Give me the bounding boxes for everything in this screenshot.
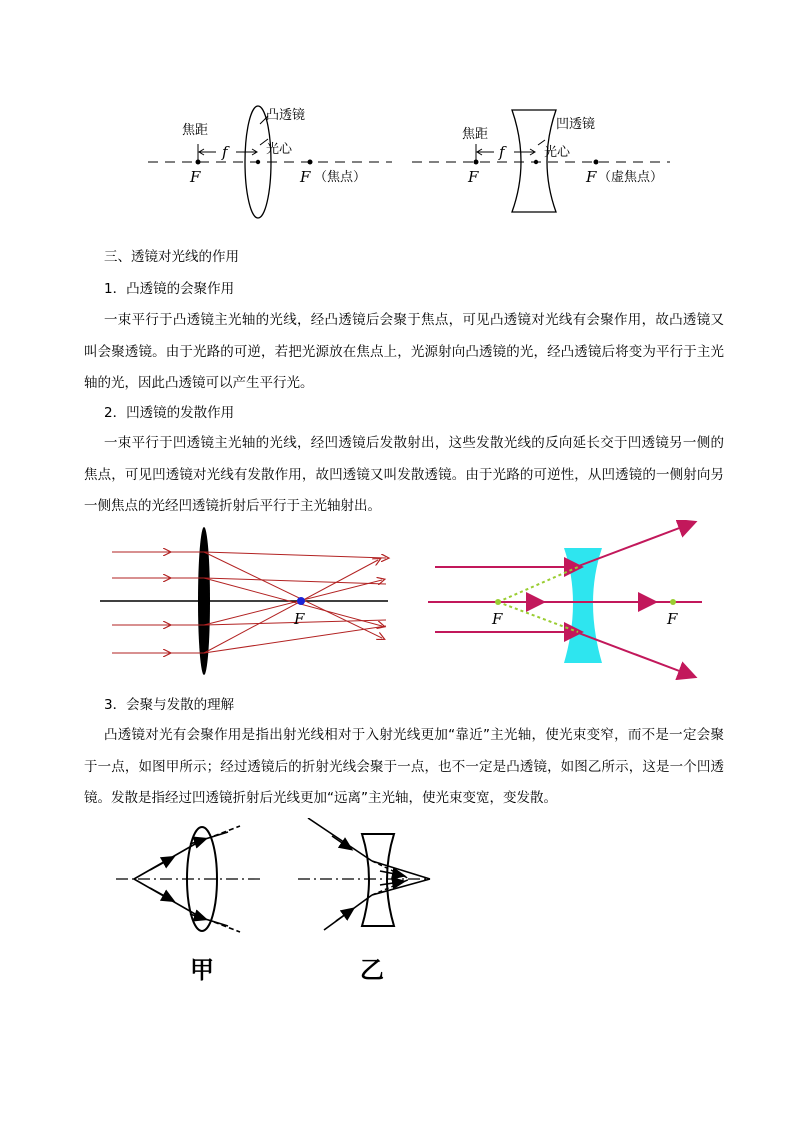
concave-F-right-label: F bbox=[586, 168, 597, 186]
ray-diagram-figure bbox=[98, 520, 708, 680]
convex-lens-label: 凸透镜 bbox=[266, 108, 306, 123]
lens-parts-svg bbox=[140, 100, 680, 220]
convex-ray-out-1 bbox=[204, 552, 386, 558]
focal-point-right-dot bbox=[308, 160, 313, 165]
converge-diverge-svg bbox=[110, 818, 440, 988]
convex-optical-center-label: 光心 bbox=[266, 142, 293, 157]
convex-f-label: f bbox=[222, 143, 228, 161]
sub3-heading: 3．会聚与发散的理解 bbox=[104, 697, 235, 713]
convex-F-right-label: F bbox=[300, 168, 311, 186]
convex-F-left-label: F bbox=[190, 168, 201, 186]
focal-point-left-dot bbox=[196, 160, 201, 165]
concave-virtual-focal-label: （虚焦点） bbox=[598, 170, 664, 185]
convex-focal-length-label: 焦距 bbox=[182, 123, 209, 138]
section-heading: 三、透镜对光线的作用 bbox=[104, 249, 239, 265]
sub1-heading: 1．凸透镜的会聚作用 bbox=[104, 281, 235, 297]
concave-optical-center-label: 光心 bbox=[544, 145, 571, 160]
convex-focal-point-label: （焦点） bbox=[314, 170, 367, 185]
concave-diagram-F-right: F bbox=[667, 610, 678, 628]
figure-yi-label: 乙 bbox=[360, 956, 384, 984]
convex-focus-dot bbox=[297, 597, 305, 605]
sub2-paragraph: 一束平行于凹透镜主光轴的光线，经凹透镜后发散射出，这些发散光线的反向延长交于凹透镜另一侧的焦点，可见凹透镜对光线有发散作用，故凹透镜又叫发散透镜。由于光路的可逆性，从凹透镜的一侧射向另一侧焦点的光经凹透镜折射后平行于主光轴射出。 bbox=[84, 435, 724, 514]
sub3-paragraph: 凸透镜对光有会聚作用是指出射光线相对于入射光线更加“靠近”主光轴，使光束变窄，而不是一定会聚于一点，如图甲所示；经过透镜后的折射光线会聚于一点，也不一定是凸透镜，如图乙所示，这是一个凹透镜。发散是指经过凹透镜折射后光线更加“远离”主光轴，使光束变宽，变发散。 bbox=[84, 727, 724, 806]
concave-diagram-F-left: F bbox=[492, 610, 503, 628]
sub2-heading: 2．凹透镜的发散作用 bbox=[104, 405, 235, 421]
converge-diverge-figure bbox=[110, 818, 440, 988]
figure-jia-label: 甲 bbox=[190, 956, 214, 984]
lens-parts-figure bbox=[140, 100, 680, 220]
concave-f-label: f bbox=[499, 143, 505, 161]
sub1-paragraph: 一束平行于凸透镜主光轴的光线，经凸透镜后会聚于焦点，可见凸透镜对光线有会聚作用，故凸透镜又叫会聚透镜。由于光路的可逆，若把光源放在焦点上，光源射向凸透镜的光，经凸透镜后将变为平行于主光轴的光，因此凸透镜可以产生平行光。 bbox=[84, 312, 724, 391]
concave-focal-length-label: 焦距 bbox=[462, 127, 489, 142]
concave-lens-shape bbox=[512, 110, 556, 212]
concave-F-left-label: F bbox=[468, 168, 479, 186]
ray-diagram-svg bbox=[98, 520, 708, 680]
concave-lens-label: 凹透镜 bbox=[556, 117, 596, 132]
convex-diagram-F-label: F bbox=[294, 610, 305, 628]
